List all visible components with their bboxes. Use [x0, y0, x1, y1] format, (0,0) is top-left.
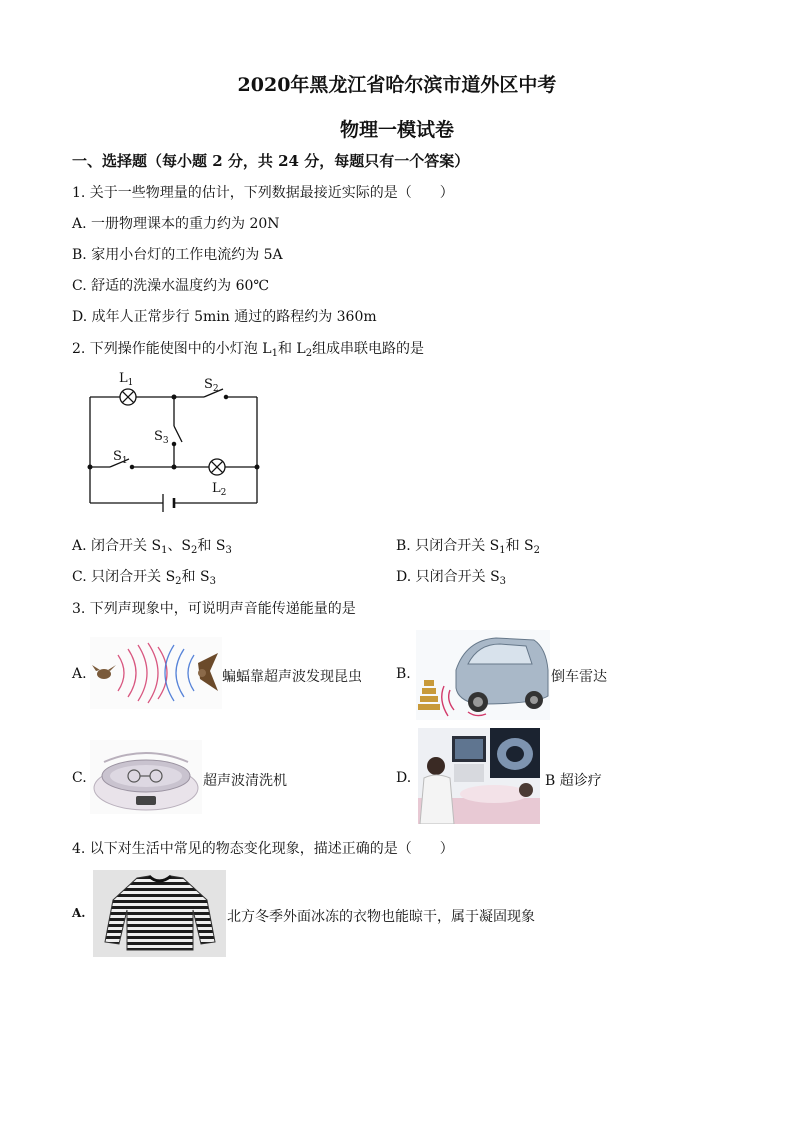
label-s3: $S_3$	[154, 429, 169, 446]
q3-option-d-letter: D.	[396, 770, 412, 786]
q3-option-c-label: 超声波清洗机	[203, 773, 287, 789]
q2-stem: 2. 下列操作能使图中的小灯泡 $L_1$和 $L_2$组成串联电路的是	[72, 341, 425, 359]
q2-option-b: B. 只闭合开关 $S_1$和 $S_2$	[396, 538, 541, 556]
q1-option-c: C. 舒适的洗澡水温度约为 60℃	[72, 278, 270, 294]
lamp-l1-icon	[120, 389, 136, 405]
q3-option-b-label: 倒车雷达	[551, 669, 607, 685]
battery-icon	[163, 494, 174, 512]
label-l2: $L_2$	[212, 481, 227, 498]
switch-s3-icon	[172, 426, 182, 446]
q3-option-a-letter: A.	[72, 666, 87, 682]
q2-option-c: C. 只闭合开关 $S_2$和 $S_3$	[72, 569, 216, 587]
exam-subtitle: 物理一模试卷	[339, 119, 454, 141]
q3-option-b-letter: B.	[396, 666, 411, 682]
b-ultrasound-image	[418, 728, 540, 824]
q3-stem: 3. 下列声现象中，可说明声音能传递能量的是	[72, 601, 356, 617]
q2-option-a: A. 闭合开关 $S_1$、$S_2$和 $S_3$	[72, 538, 232, 556]
q1-option-d: D. 成年人正常步行 5min 通过的路程约为 360m	[72, 309, 377, 325]
q4-option-a-letter: A.	[72, 906, 86, 920]
exam-title: 2020年黑龙江省哈尔滨市道外区中考	[237, 74, 557, 96]
frozen-sweater-image	[93, 870, 226, 957]
section-heading: 一、选择题（每小题 2 分，共 24 分，每题只有一个答案）	[72, 152, 470, 170]
q1-option-a: A. 一册物理课本的重力约为 20N	[72, 216, 280, 232]
q4-stem: 4. 以下对生活中常见的物态变化现象，描述正确的是（ ）	[72, 841, 454, 857]
circuit-diagram	[80, 368, 280, 516]
q3-option-c-letter: C.	[72, 770, 87, 786]
q3-option-a-label: 蝙蝠靠超声波发现昆虫	[222, 669, 362, 685]
q3-option-d-label: B 超诊疗	[545, 773, 602, 789]
bat-ultrasound-image	[90, 637, 222, 709]
ultrasonic-cleaner-image	[90, 740, 202, 814]
label-s1: $S_1$	[113, 449, 128, 466]
reversing-radar-image	[416, 630, 550, 720]
q1-stem: 1. 关于一些物理量的估计，下列数据最接近实际的是（ ）	[72, 185, 454, 201]
q2-option-d: D. 只闭合开关 $S_3$	[396, 569, 507, 587]
lamp-l2-icon	[209, 459, 225, 475]
q4-option-a-label: 北方冬季外面冰冻的衣物也能晾干，属于凝固现象	[227, 909, 535, 925]
label-l1: $L_1$	[119, 371, 134, 388]
q1-option-b: B. 家用小台灯的工作电流约为 5A	[72, 247, 283, 263]
label-s2: $S_2$	[204, 377, 219, 394]
